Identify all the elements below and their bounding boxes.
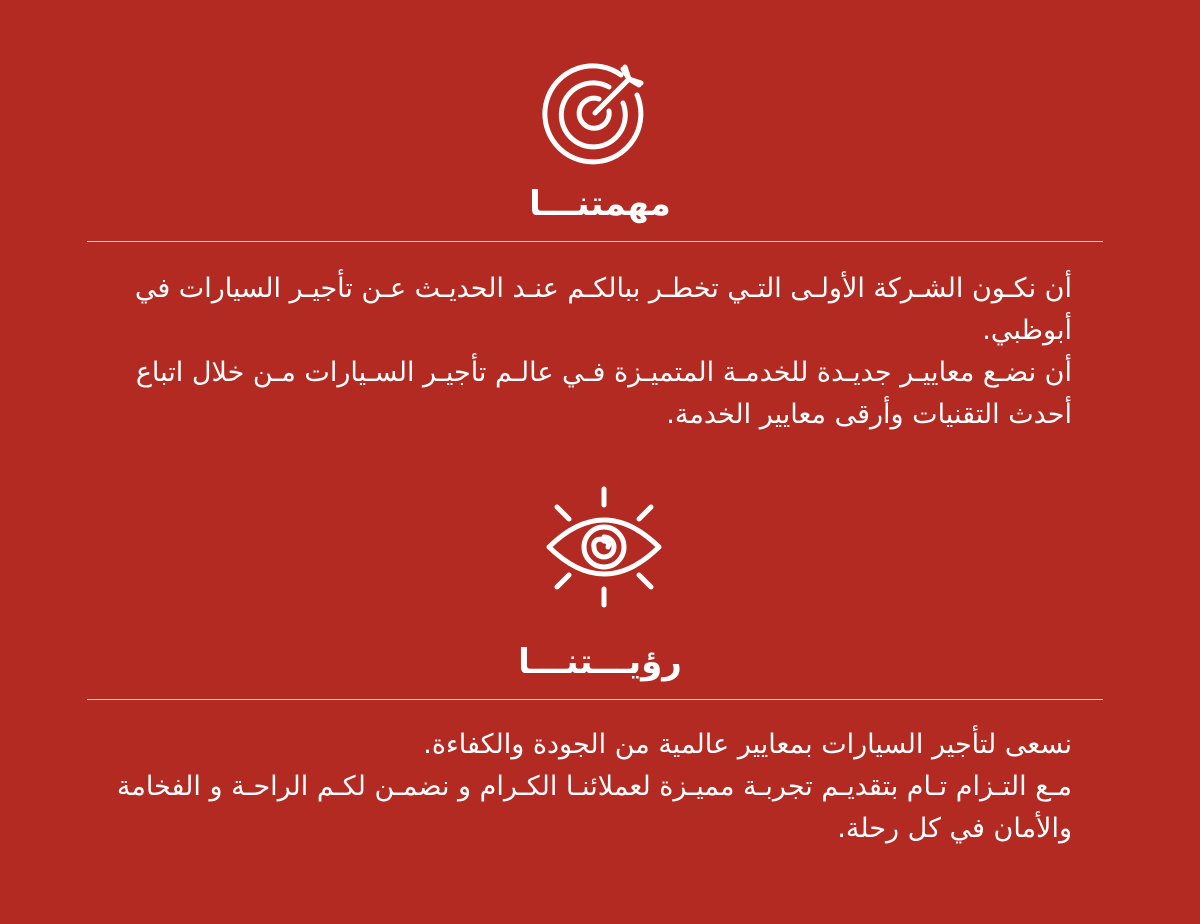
vision-line: نسعى لتأجير السيارات بمعايير عالمية من الجودة والكفاءة.: [423, 729, 1072, 760]
vision-divider: [87, 699, 1103, 700]
vision-title: رؤيـــتنـــا: [518, 642, 682, 682]
mission-line: أن نكـون الشـركة الأولـى التـي تخطـر ببالكـم عنـد الحديـث عـن تأجيـر السيارات في أبوظبي.: [134, 273, 1072, 346]
vision-line: مـع التـزام تـام بتقديـم تجربـة مميـزة لعملائنـا الكـرام و نضمـن لكـم الراحـة و الفخامة والأمان في كل رحلة.: [116, 771, 1072, 844]
eye-icon: [545, 485, 663, 609]
mission-title: مهمتنـــا: [529, 184, 671, 224]
vision-text: [102, 724, 1072, 850]
target-arrow-icon: [541, 57, 651, 167]
mission-divider: [87, 241, 1103, 242]
mission-text: [102, 268, 1072, 436]
mission-line: أن نضـع معاييـر جديـدة للخدمـة المتميـزة فـي عالـم تأجيـر السـيارات مـن خلال اتباع أحدث التقنيات وأرقى معايير الخدمة.: [135, 357, 1072, 430]
